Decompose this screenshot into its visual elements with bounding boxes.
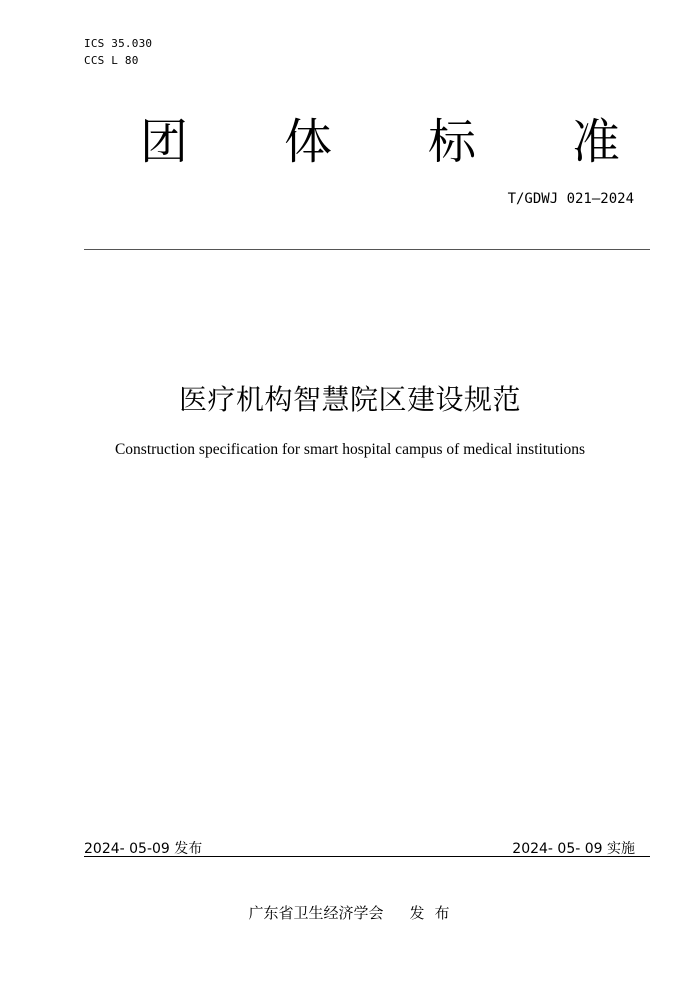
standard-type-title — [140, 110, 620, 174]
ics-code: ICS 35.030 — [84, 37, 153, 50]
document-title-english: Construction specification for smart hospital campus of medical institutions — [114, 441, 586, 458]
standard-number: T/GDWJ 021—2024 — [507, 191, 634, 207]
footer-divider — [84, 856, 650, 857]
date-row — [84, 838, 650, 856]
publisher-verb: 发布 — [409, 904, 460, 922]
standard-type-char: 体 — [283, 114, 332, 170]
ccs-code: CCS L 80 — [84, 54, 139, 67]
issue-date: 2024- 05-09 发布 — [84, 841, 203, 857]
implementation-date: 2024- 05- 09 实施 — [512, 841, 635, 857]
publisher-line — [0, 902, 700, 923]
standard-type-char: 标 — [427, 114, 476, 170]
document-title-chinese: 医疗机构智慧院区建设规范 — [178, 383, 521, 416]
publisher-organization: 广东省卫生经济学会 — [248, 904, 384, 922]
standard-type-char: 团 — [140, 114, 189, 170]
header-divider — [84, 249, 650, 250]
standard-type-char: 准 — [571, 114, 620, 170]
